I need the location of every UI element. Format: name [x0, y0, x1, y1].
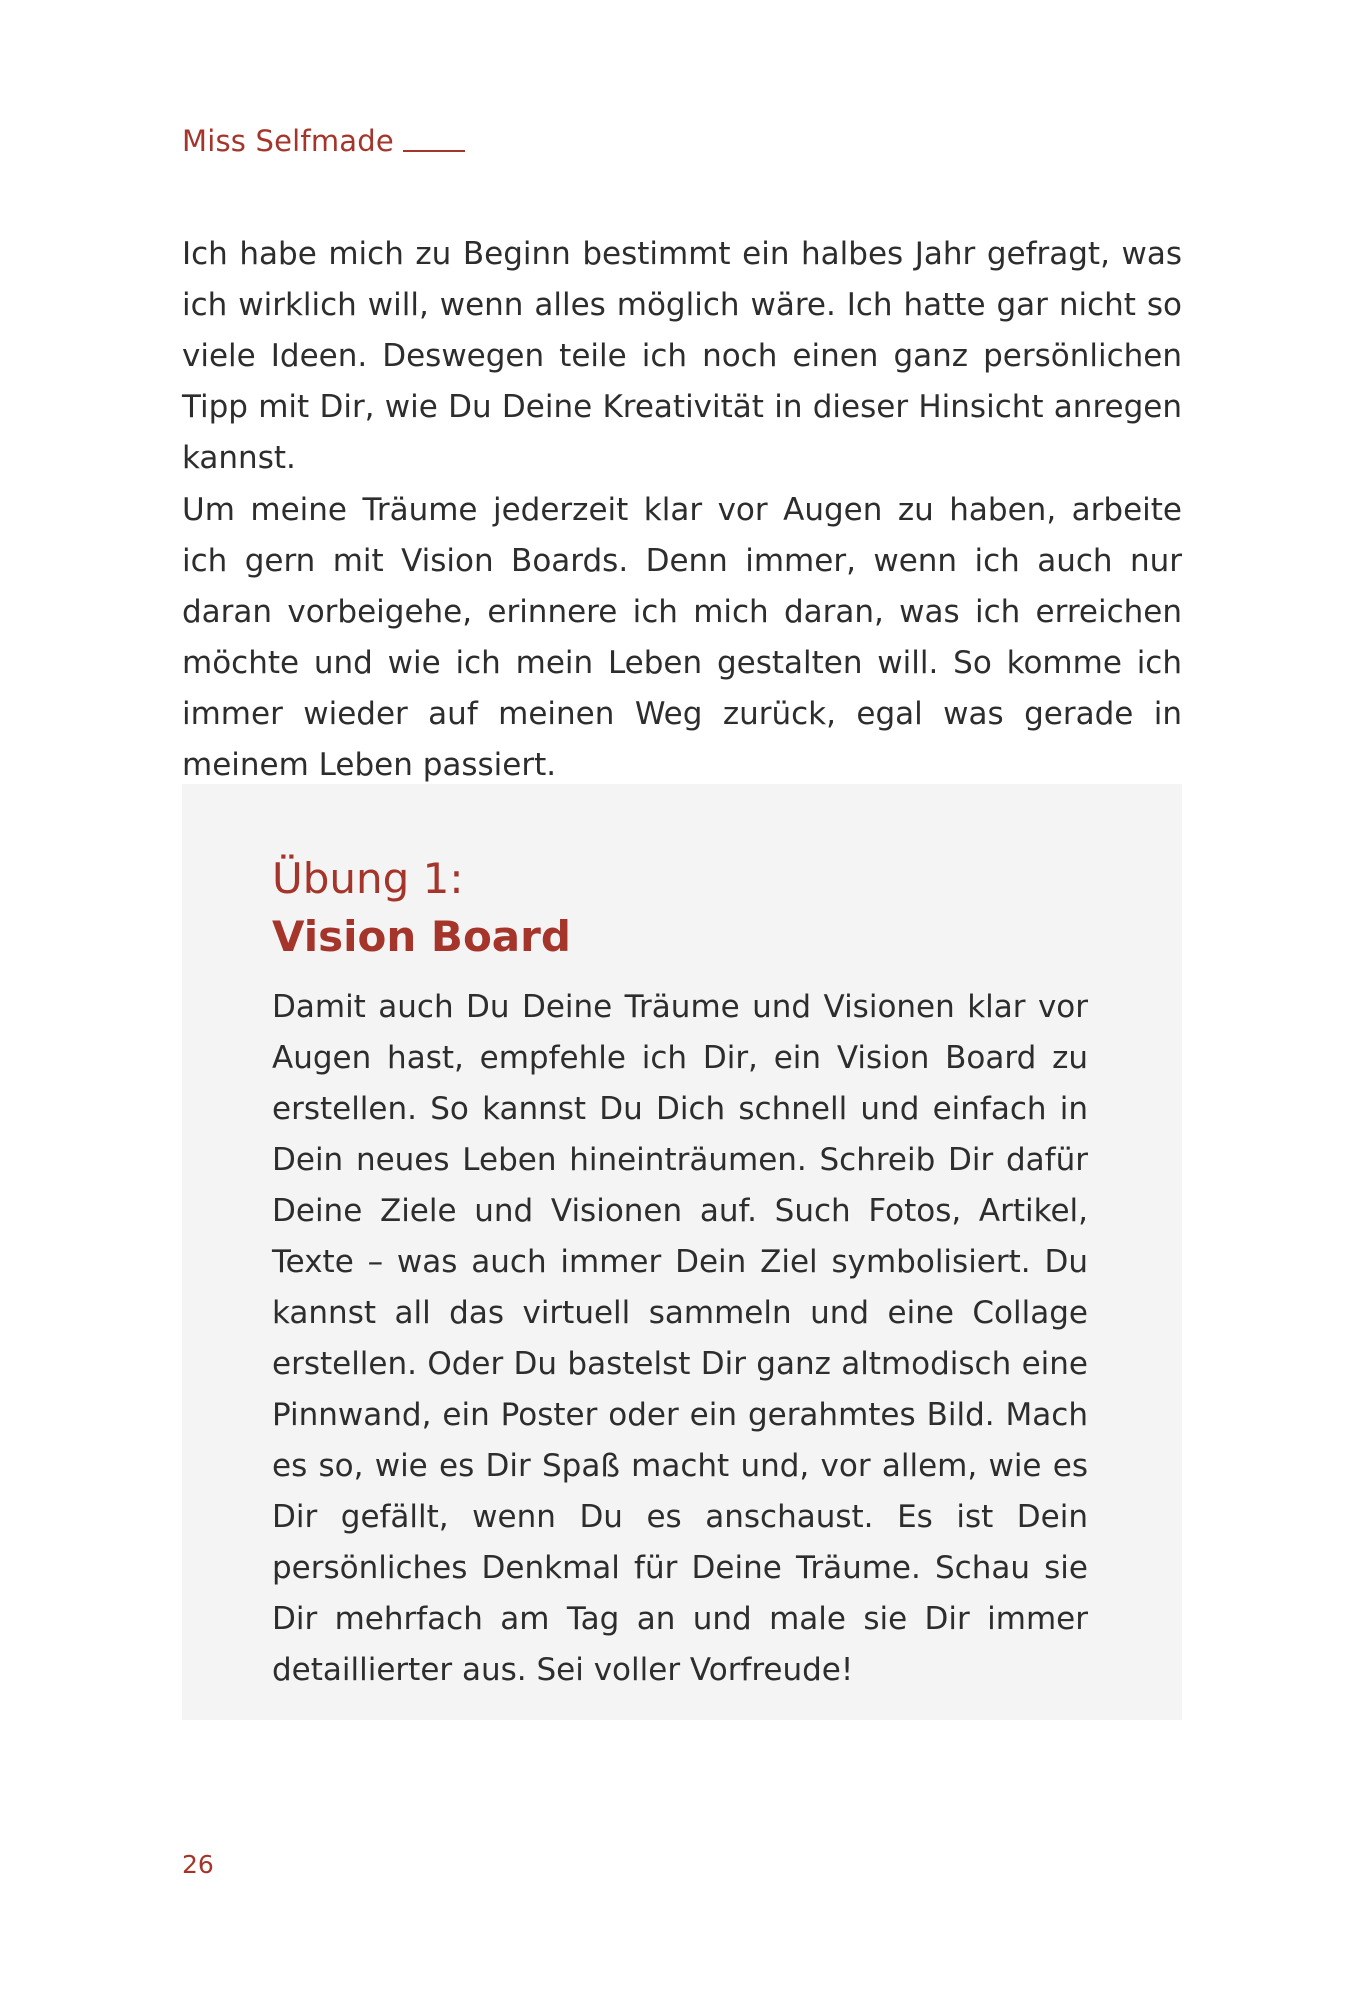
body-paragraph-1: Ich habe mich zu Beginn bestimmt ein halbes Jahr gefragt, was ich wirklich will, wenn alles möglich wäre. Ich hatte gar nicht so viele Ideen. Deswegen teile ich noch einen ganz persönlichen Tipp mit Dir, wie Du Deine Kreativität in dieser Hinsicht anregen kannst. [182, 236, 1182, 476]
exercise-label: Übung 1: [272, 854, 464, 903]
exercise-box [182, 784, 1182, 1720]
exercise-text: Damit auch Du Deine Träume und Visionen klar vor Augen hast, empfehle ich Dir, ein Vision Board zu erstellen. So kannst Du Dich schnell und einfach in Dein neues Leben hineinträumen. Schreib Dir dafür Deine Ziele und Visionen auf. Such Fotos, Artikel, Texte – was auch immer Dein Ziel symbolisiert. Du kannst all das virtuell sammeln und eine Collage erstellen. Oder Du bastelst Dir ganz altmodisch eine Pinnwand, ein Poster oder ein gerahmtes Bild. Mach es so, wie es Dir Spaß macht und, vor allem, wie es Dir gefällt, wenn Du es anschaust. Es ist Dein persönliches Denkmal für Deine Träume. Schau sie Dir mehrfach am Tag an und male sie Dir immer detaillierter aus. Sei voller Vorfreude! [272, 989, 1088, 1688]
body-paragraph-2: Um meine Träume jederzeit klar vor Augen zu haben, arbeite ich gern mit Vision Boards. Denn immer, wenn ich auch nur daran vorbeigehe, erinnere ich mich daran, was ich erreichen möchte und wie ich mein Leben gestalten will. So komme ich immer wieder auf meinen Weg zurück, egal was gerade in meinem Leben passiert. [182, 492, 1182, 783]
running-header-title: Miss Selfmade [182, 124, 394, 158]
running-header [182, 124, 465, 158]
header-rule [403, 150, 465, 152]
page-number: 26 [182, 1850, 214, 1879]
exercise-title: Vision Board [272, 912, 571, 961]
